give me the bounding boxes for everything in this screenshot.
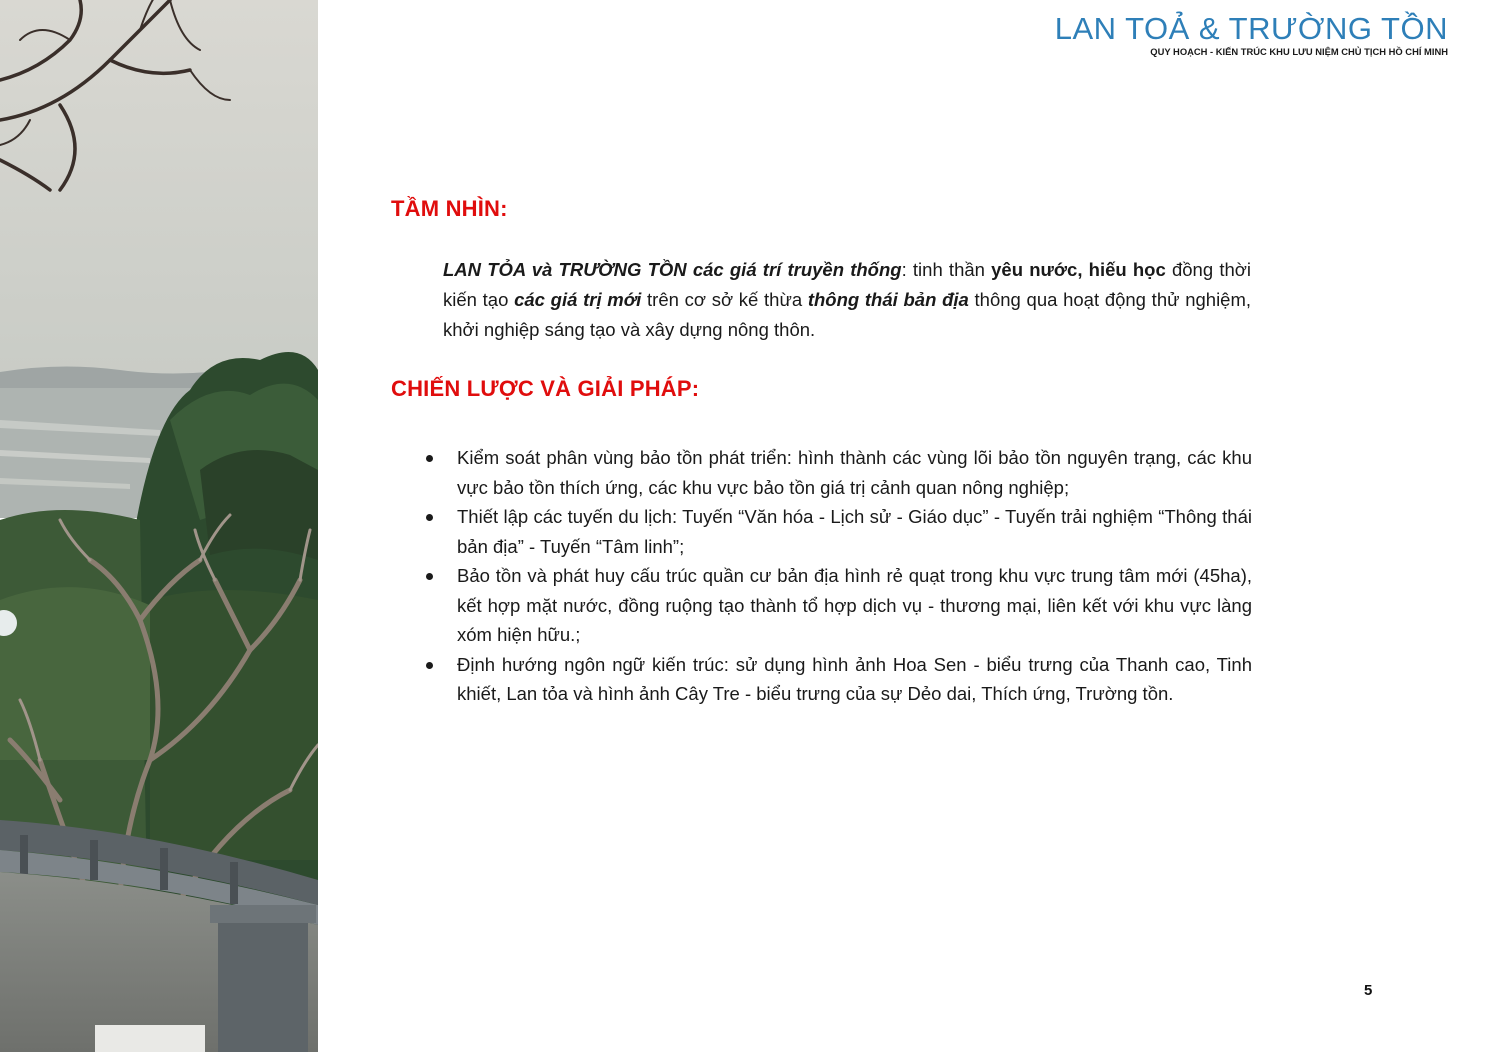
list-item-text: Bảo tồn và phát huy cấu trúc quần cư bản địa hình rẻ quạt trong khu vực trung tâm mới (45ha), kết hợp mặt nước, đồng ruộng tạo thành tổ hợp dịch vụ - thương mại, liên kết với khu vực làng xóm hiện hữu.;	[457, 565, 1252, 645]
bullet-icon	[426, 573, 433, 580]
bullet-icon	[426, 514, 433, 521]
list-item	[420, 443, 1252, 502]
landscape-photo	[0, 0, 318, 1052]
list-item-text: Kiểm soát phân vùng bảo tồn phát triển: hình thành các vùng lõi bảo tồn nguyên trạng, các khu vực bảo tồn thích ứng, các khu vực bảo tồn giá trị cảnh quan nông nghiệp;	[457, 447, 1252, 498]
vision-emphasis: thông thái bản địa	[807, 289, 969, 310]
page-number: 5	[1364, 982, 1373, 999]
list-item	[420, 561, 1252, 650]
vision-text: thông qua hoạt động thử nghiệm, khởi nghiệp sáng tạo và xây dựng nông thôn.	[443, 289, 1252, 340]
brand-subtitle: QUY HOẠCH - KIẾN TRÚC KHU LƯU NIỆM CHỦ TỊCH HỒ CHÍ MINH	[1150, 46, 1448, 57]
brand-header	[1055, 12, 1448, 58]
list-item-text: Định hướng ngôn ngữ kiến trúc: sử dụng hình ảnh Hoa Sen - biểu trưng của Thanh cao, Tinh khiết, Lan tỏa và hình ảnh Cây Tre - biểu trưng của sự Dẻo dai, Thích ứng, Trường tồn.	[457, 653, 1252, 704]
vision-text: đồng thời kiến tạo	[443, 259, 1251, 310]
vision-text: : tinh thần	[901, 259, 992, 280]
vision-heading: TẦM NHÌN:	[391, 196, 508, 221]
brand-title: LAN TOẢ & TRƯỜNG TỒN	[1054, 11, 1448, 46]
vision-emphasis: các giá trị mới	[514, 289, 642, 310]
bullet-icon	[426, 455, 433, 462]
vision-paragraph	[443, 255, 1251, 345]
vision-emphasis: yêu nước, hiếu học	[991, 259, 1166, 280]
list-item	[420, 502, 1252, 561]
list-item-text: Thiết lập các tuyến du lịch: Tuyến “Văn hóa - Lịch sử - Giáo dục” - Tuyến trải nghiệm “Thông thái bản địa” - Tuyến “Tâm linh”;	[457, 506, 1252, 557]
list-item	[420, 650, 1252, 709]
bullet-icon	[426, 662, 433, 669]
strategy-heading: CHIẾN LƯỢC VÀ GIẢI PHÁP:	[391, 376, 700, 401]
vision-text: trên cơ sở kế thừa	[641, 289, 808, 310]
strategy-list	[420, 443, 1252, 709]
vision-lead-text: LAN TỎA và TRƯỜNG TỒN các giá trí truyền thống	[443, 259, 902, 280]
